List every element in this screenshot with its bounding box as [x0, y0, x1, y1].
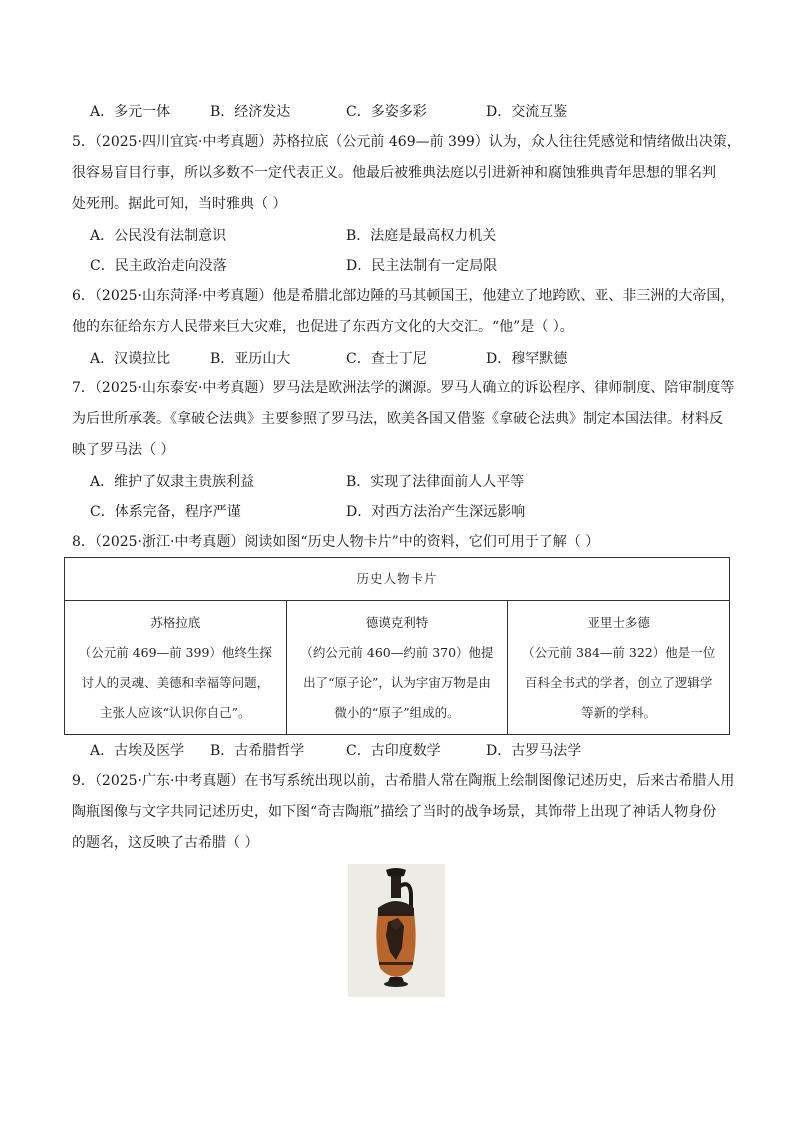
q6-option-a: A．汉谟拉比: [90, 351, 171, 367]
chigi-vase-photo: [348, 864, 445, 997]
card-cell-line: 出了“原子论”，认为宇宙万物是由: [303, 674, 491, 690]
q5-option-d: D．民主法制有一定局限: [346, 258, 498, 274]
card-cell-line: （公元前 384—前 322）他是一位: [522, 644, 716, 660]
q7-stem-line-3: 映了罗马法（ ）: [72, 442, 175, 458]
card-cell-line: （公元前 469—前 399）他终生探: [78, 644, 272, 660]
q8-option-a: A．古埃及医学: [90, 743, 185, 759]
q9-stem-line-1: 9．（2025·广东·中考真题）在书写系统出现以前，古希腊人常在陶瓶上绘制图像记述历史，后来古希腊人用: [72, 773, 735, 789]
q6-option-d: D．穆罕默德: [486, 351, 568, 367]
q5-option-a: A．公民没有法制意识: [90, 228, 227, 244]
q7-stem-line-1: 7．（2025·山东泰安·中考真题）罗马法是欧洲法学的渊源。罗马人确立的诉讼程序、律师制度、陪审制度等: [72, 380, 735, 396]
card-cell-line: 讨人的灵魂、美德和幸福等问题，: [81, 674, 270, 690]
q7-option-d: D．对西方法治产生深远影响: [346, 504, 526, 520]
q4-option-a: A．多元一体: [90, 104, 171, 120]
q6-stem-line-1: 6．（2025·山东菏泽·中考真题）他是希腊北部边陲的马其顿国王，他建立了地跨欧、亚、非三洲的大帝国，: [72, 288, 735, 304]
card-cell-name: 亚里士多德: [587, 614, 650, 630]
history-figure-card: [64, 557, 730, 735]
q6-stem-line-2: 他的东征给东方人民带来巨大灾难，也促进了东西方文化的大交汇。“他”是（ ）。: [72, 319, 574, 335]
q8-option-d: D．古罗马法学: [486, 743, 582, 759]
card-cell-line: 等新的学科。: [581, 704, 657, 720]
q4-option-b: B．经济发达: [210, 104, 291, 120]
vase-illustration: [348, 864, 445, 997]
card-cell-name: 苏格拉底: [150, 614, 201, 630]
q5-stem-line-3: 处死刑。据此可知，当时雅典（ ）: [72, 196, 287, 212]
q8-option-b: B．古希腊哲学: [210, 743, 305, 759]
q9-stem-line-2: 陶瓶图像与文字共同记述历史，如下图“奇吉陶瓶”描绘了当时的战争场景，其饰带上出现了神话人物身份: [72, 804, 717, 820]
q4-option-d: D．交流互鉴: [486, 104, 568, 120]
q7-option-a: A．维护了奴隶主贵族利益: [90, 474, 255, 490]
q7-option-b: B．实现了法律面前人人平等: [346, 474, 525, 490]
card-cell-socrates: [65, 601, 287, 735]
q7-option-c: C．体系完备，程序严谨: [90, 504, 241, 520]
q7-stem-line-2: 为后世所承袭。《拿破仑法典》主要参照了罗马法，欧美各国又借鉴《拿破仑法典》制定本国法律。材料反: [72, 411, 723, 427]
q5-option-c: C．民主政治走向没落: [90, 258, 227, 274]
q5-stem-line-2: 很容易盲目行事，所以多数不一定代表正义。他最后被雅典法庭以引进新神和腐蚀雅典青年思想的罪名判: [72, 165, 716, 181]
card-cell-name: 德谟克利特: [365, 614, 429, 630]
q8-stem-line-1: 8．（2025·浙江·中考真题）阅读如图“历史人物卡片”中的资料，它们可用于了解（ ）: [72, 534, 600, 550]
card-cell-line: 微小的“原子”组成的。: [334, 704, 460, 720]
q8-option-c: C．古印度数学: [346, 743, 441, 759]
card-cell-democritus: [286, 601, 508, 735]
card-cell-line: 百科全书式的学者，创立了逻辑学: [524, 674, 713, 690]
card-title: 历史人物卡片: [65, 558, 730, 601]
q6-option-c: C．查士丁尼: [346, 351, 427, 367]
q6-option-b: B．亚历山大: [210, 351, 291, 367]
card-cell-aristotle: [508, 601, 730, 735]
q4-option-c: C．多姿多彩: [346, 104, 427, 120]
q5-stem-line-1: 5．（2025·四川宜宾·中考真题）苏格拉底（公元前 469—前 399）认为，众人往往凭感觉和情绪做出决策，: [72, 134, 741, 150]
card-cell-line: 主张人应该“认识你自己”。: [100, 704, 251, 720]
q9-stem-line-3: 的题名，这反映了古希腊（ ）: [72, 835, 259, 851]
q5-option-b: B．法庭是最高权力机关: [346, 228, 497, 244]
card-cell-line: （约公元前 460—约前 370）他提: [300, 644, 494, 660]
